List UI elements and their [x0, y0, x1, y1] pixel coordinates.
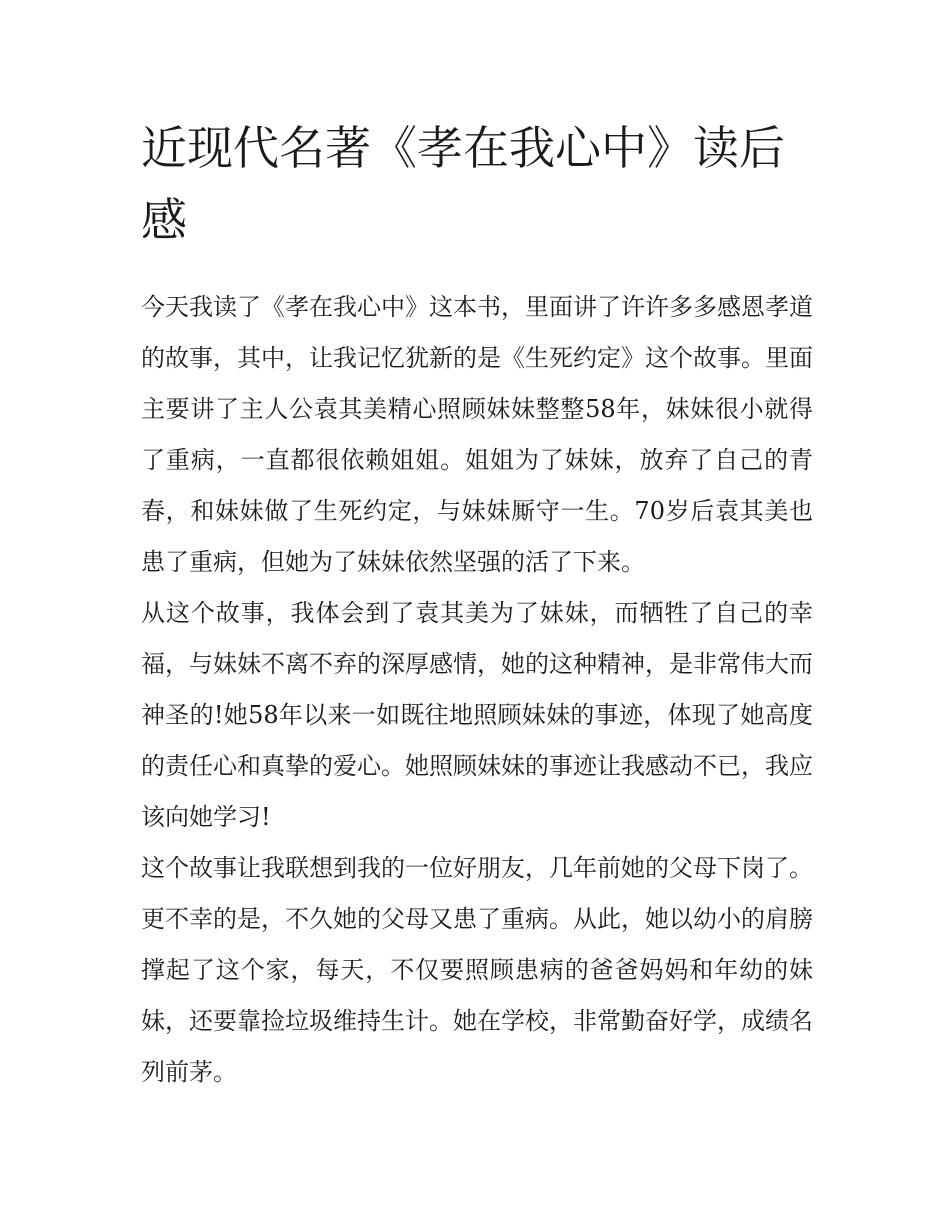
paragraph-3: 这个故事让我联想到我的一位好朋友，几年前她的父母下岗了。更不幸的是，不久她的父母又患了重病。从此，她以幼小的肩膀撑起了这个家，每天，不仅要照顾患病的爸爸妈妈和年幼的妹妹，还要靠捡垃圾维持生计。她在学校，非常勤奋好学，成绩名列前茅。 [141, 854, 813, 1086]
paragraph-1: 今天我读了《孝在我心中》这本书，里面讲了许许多多感恩孝道的故事，其中，让我记忆犹新的是《生死约定》这个故事。里面主要讲了主人公袁其美精心照顾妹妹整整58年，妹妹很小就得了重病，一直都很依赖姐姐。姐姐为了妹妹，放弃了自己的青春，和妹妹做了生死约定，与妹妹厮守一生。70岁后袁其美也患了重病，但她为了妹妹依然坚强的活了下来。 [141, 293, 813, 576]
document-body [141, 282, 813, 1098]
document-page [141, 112, 813, 1098]
paragraph-2: 从这个故事，我体会到了袁其美为了妹妹，而牺牲了自己的幸福，与妹妹不离不弃的深厚感情，她的这种精神，是非常伟大而神圣的!她58年以来一如既往地照顾妹妹的事迹，体现了她高度的责任心和真挚的爱心。她照顾妹妹的事迹让我感动不已，我应该向她学习! [141, 599, 813, 831]
document-title: 近现代名著《孝在我心中》读后感 [141, 121, 785, 247]
